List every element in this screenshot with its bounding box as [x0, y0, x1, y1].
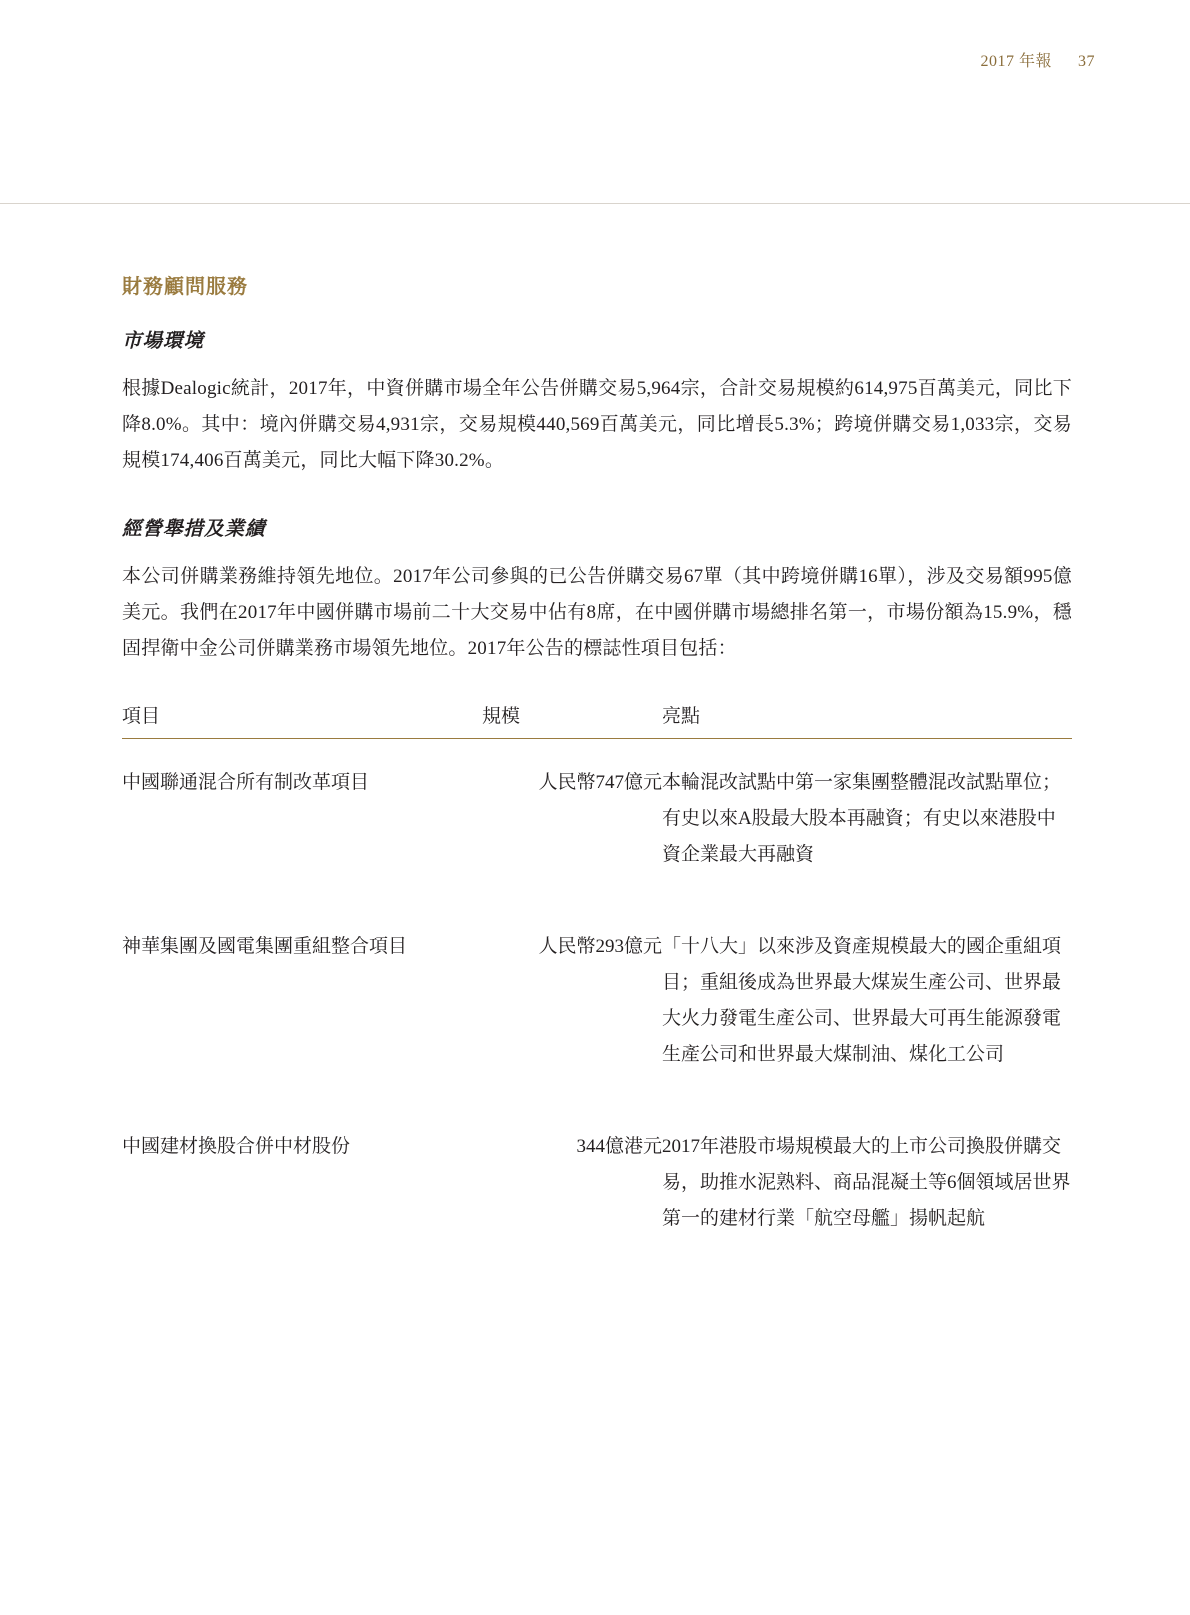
cell-item: 神華集團及國電集團重組整合項目 [122, 936, 408, 957]
table-body [122, 739, 1072, 1272]
table-row [122, 1107, 1072, 1271]
subsection-paragraph-market-environment: 根據Dealogic統計，2017年，中資併購市場全年公告併購交易5,964宗，合計交易規模約614,975百萬美元，同比下降8.0%。其中：境內併購交易4,931宗，交易規模440,569百萬美元，同比增長5.3%；跨境併購交易1,033宗，交易規模174,406百萬美元，同比大幅下降30.2%。 [122, 378, 1072, 471]
subsection-heading-operations: 經營舉措及業績 [122, 519, 266, 540]
header-divider [0, 203, 1190, 204]
column-header-scale: 規模 [482, 706, 521, 727]
section-title: 財務顧問服務 [122, 276, 248, 298]
cell-highlight: 「十八大」以來涉及資產規模最大的國企重組項目；重組後成為世界最大煤炭生產公司、世界最大火力發電生產公司、世界最大可再生能源發電生產公司和世界最大煤制油、煤化工公司 [662, 936, 1062, 1065]
cell-scale: 344億港元 [576, 1136, 662, 1157]
cell-scale: 人民幣293億元 [538, 936, 662, 957]
page-content [122, 270, 1072, 1271]
header-year-label: 2017 年報 [980, 53, 1052, 70]
subsection-heading-market-environment: 市場環境 [122, 331, 205, 352]
cell-item: 中國聯通混合所有制改革項目 [122, 772, 370, 793]
subsection-paragraph-operations: 本公司併購業務維持領先地位。2017年公司參與的已公告併購交易67單（其中跨境併購16單），涉及交易額995億美元。我們在2017年中國併購市場前二十大交易中佔有8席，在中國併購市場總排名第一，市場份額為15.9%，穩固捍衛中金公司併購業務市場領先地位。2017年公告的標誌性項目包括： [122, 566, 1072, 659]
column-header-item: 項目 [122, 706, 161, 727]
cell-item: 中國建材換股合併中材股份 [122, 1136, 351, 1157]
column-header-highlight: 亮點 [662, 706, 701, 727]
table-header [122, 701, 1072, 739]
page-header [980, 48, 1095, 71]
header-page-number: 37 [1078, 53, 1095, 70]
table-row [122, 907, 1072, 1107]
table-row [122, 739, 1072, 908]
cell-highlight: 本輪混改試點中第一家集團整體混改試點單位；有史以來A股最大股本再融資；有史以來港股中資企業最大再融資 [662, 772, 1062, 865]
table-header-row [122, 701, 1072, 739]
landmark-deals-table [122, 701, 1072, 1271]
cell-scale: 人民幣747億元 [538, 772, 662, 793]
cell-highlight: 2017年港股市場規模最大的上市公司換股併購交易，助推水泥熟料、商品混凝土等6個領域居世界第一的建材行業「航空母艦」揚帆起航 [662, 1136, 1071, 1229]
